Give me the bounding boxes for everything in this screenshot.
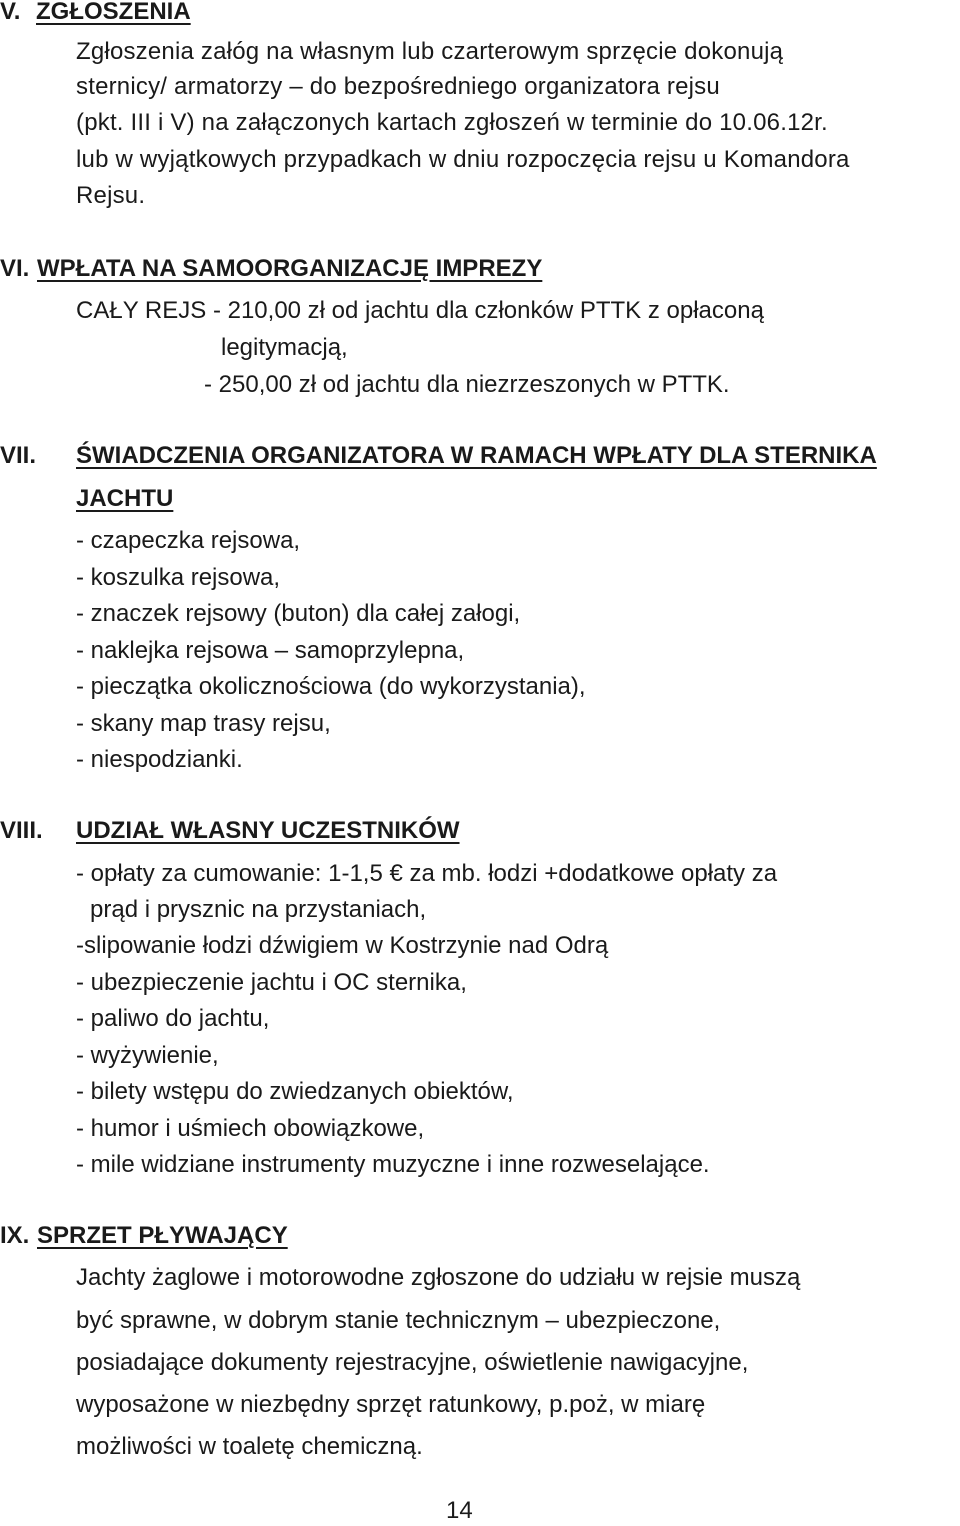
section-vii-item: - czapeczka rejsowa, [76, 527, 301, 554]
section-viii-item: - opłaty za cumowanie: 1-1,5 € za mb. łodzi +dodatkowe opłaty za [76, 860, 778, 887]
section-ix-line-2: być sprawne, w dobrym stanie technicznym – ubezpieczone, [76, 1307, 721, 1334]
section-v-line-1: Zgłoszenia załóg na własnym lub czarterowym sprzęcie dokonują [76, 38, 784, 65]
section-vii-item: - pieczątka okolicznościowa (do wykorzystania), [76, 673, 586, 700]
section-v-line-2: sternicy/ armatorzy – do bezpośredniego organizatora rejsu [76, 73, 720, 100]
section-ix-line-3: posiadające dokumenty rejestracyjne, oświetlenie nawigacyjne, [76, 1349, 749, 1376]
section-vi-number: VI. [0, 255, 30, 282]
section-viii-item: - paliwo do jachtu, [76, 1005, 270, 1032]
section-vi-line-3: - 250,00 zł od jachtu dla niezrzeszonych w PTTK. [204, 371, 730, 398]
section-v-heading: ZGŁOSZENIA [36, 0, 191, 25]
section-viii-item: - ubezpieczenie jachtu i OC sternika, [76, 969, 467, 996]
section-vii-number: VII. [0, 442, 37, 469]
section-viii-number: VIII. [0, 817, 43, 844]
section-viii-item: - wyżywienie, [76, 1042, 219, 1069]
section-vii-heading-line-1: ŚWIADCZENIA ORGANIZATORA W RAMACH WPŁATY DLA STERNIKA [76, 442, 877, 469]
section-ix-line-5: możliwości w toaletę chemiczną. [76, 1433, 423, 1460]
section-ix-line-4: wyposażone w niezbędny sprzęt ratunkowy, p.poż, w miarę [76, 1391, 706, 1418]
section-ix-number: IX. [0, 1222, 30, 1249]
page-number: 14 [446, 1497, 473, 1524]
section-vi-line-2: legitymacją, [221, 334, 348, 361]
section-v-line-4: lub w wyjątkowych przypadkach w dniu rozpoczęcia rejsu u Komandora [76, 146, 850, 173]
section-vii-item: - niespodzianki. [76, 746, 243, 773]
section-ix-heading: SPRZET PŁYWAJĄCY [37, 1222, 288, 1249]
section-ix-line-1: Jachty żaglowe i motorowodne zgłoszone do udziału w rejsie muszą [76, 1264, 801, 1291]
section-viii-heading: UDZIAŁ WŁASNY UCZESTNIKÓW [76, 817, 460, 844]
section-vii-heading-line-2: JACHTU [76, 485, 174, 512]
section-viii-item: -slipowanie łodzi dźwigiem w Kostrzynie nad Odrą [76, 932, 609, 959]
section-vii-item: - koszulka rejsowa, [76, 564, 281, 591]
section-viii-item: prąd i prysznic na przystaniach, [90, 896, 427, 923]
section-v-line-5: Rejsu. [76, 182, 146, 209]
section-vi-heading: WPŁATA NA SAMOORGANIZACJĘ IMPREZY [37, 255, 543, 282]
section-vii-item: - znaczek rejsowy (buton) dla całej załogi, [76, 600, 521, 627]
section-v-line-3: (pkt. III i V) na załączonych kartach zgłoszeń w terminie do 10.06.12r. [76, 109, 828, 136]
section-vii-item: - skany map trasy rejsu, [76, 710, 331, 737]
section-v-number: V. [0, 0, 21, 25]
section-viii-item: - mile widziane instrumenty muzyczne i inne rozweselające. [76, 1151, 710, 1178]
section-vi-line-1: CAŁY REJS - 210,00 zł od jachtu dla członków PTTK z opłaconą [76, 297, 764, 324]
section-viii-item: - humor i uśmiech obowiązkowe, [76, 1115, 425, 1142]
section-viii-item: - bilety wstępu do zwiedzanych obiektów, [76, 1078, 514, 1105]
section-vii-item: - naklejka rejsowa – samoprzylepna, [76, 637, 465, 664]
